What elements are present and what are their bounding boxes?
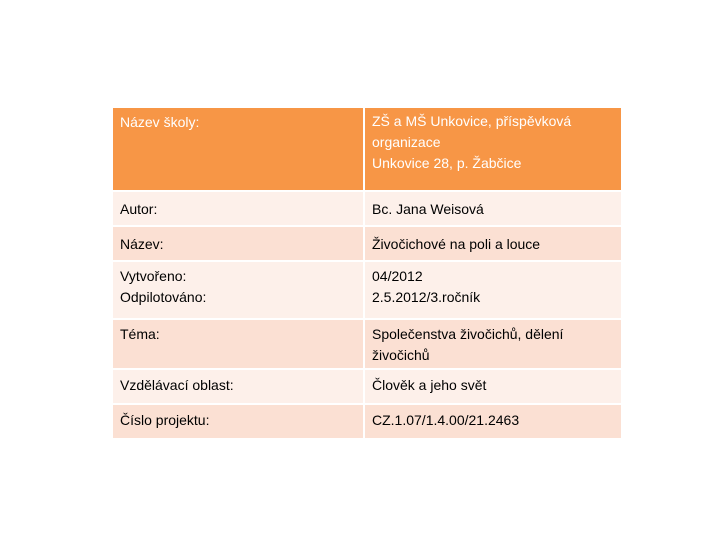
- created-value: [364, 261, 622, 319]
- project-label: [112, 404, 364, 439]
- area-value-text: Člověk a jeho svět: [372, 377, 487, 393]
- topic-label: [112, 319, 364, 369]
- author-value: [364, 191, 622, 226]
- topic-label-text: Téma:: [120, 326, 160, 342]
- school-name-line-2: organizace: [372, 134, 441, 150]
- topic-value-line-1: Společenstva živočichů, dělení: [372, 326, 564, 342]
- school-name-line-3: Unkovice 28, p. Žabčice: [372, 155, 522, 171]
- table-row-project: [112, 404, 622, 439]
- school-name-line-1: ZŠ a MŠ Unkovice, příspěvková: [372, 113, 572, 129]
- topic-value-line-2: živočichů: [372, 347, 430, 363]
- table-row-title: [112, 226, 622, 261]
- author-label-text: Autor:: [120, 201, 158, 217]
- table-row-area: [112, 369, 622, 404]
- title-value: [364, 226, 622, 261]
- title-label: [112, 226, 364, 261]
- topic-value: [364, 319, 622, 369]
- area-label: [112, 369, 364, 404]
- table-row-author: [112, 191, 622, 226]
- table-row-created: [112, 261, 622, 319]
- created-label-line-1: Vytvořeno:: [120, 268, 187, 284]
- author-label: [112, 191, 364, 226]
- created-label-line-2: Odpilotováno:: [120, 289, 207, 305]
- created-value-line-2: 2.5.2012/3.ročník: [372, 289, 481, 305]
- project-label-text: Číslo projektu:: [120, 412, 210, 428]
- school-name-label-text: Název školy:: [120, 114, 200, 130]
- area-value: [364, 369, 622, 404]
- project-value: [364, 404, 622, 439]
- school-name-label: [112, 107, 364, 191]
- school-name-value: [364, 107, 622, 191]
- author-value-text: Bc. Jana Weisová: [372, 201, 484, 217]
- project-value-text: CZ.1.07/1.4.00/21.2463: [372, 412, 520, 428]
- created-value-line-1: 04/2012: [372, 268, 423, 284]
- table-row-topic: [112, 319, 622, 369]
- created-label: [112, 261, 364, 319]
- school-info-table: [111, 106, 623, 440]
- title-label-text: Název:: [120, 236, 164, 252]
- title-value-text: Živočichové na poli a louce: [372, 236, 541, 252]
- area-label-text: Vzdělávací oblast:: [120, 377, 234, 393]
- table-header-row: [112, 107, 622, 191]
